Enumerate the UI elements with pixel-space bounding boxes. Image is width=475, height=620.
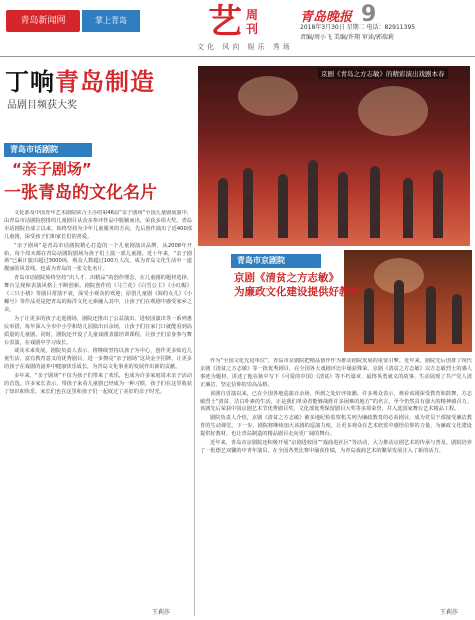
right-article-title: 京剧《清贫之方志敏》 <box>234 272 339 284</box>
photo-caption: 京剧《青岛之方志敏》的精彩演出戏剧本春 <box>318 68 448 79</box>
opera-photo <box>344 250 472 352</box>
right-author: 王莉莎 <box>440 609 459 616</box>
main-headline <box>5 62 155 97</box>
paragraph: 剧院负责人介绍，京剧《清贫之方志敏》被多地纪检监察机关列为廉政教育的必看剧目，成为党员干部接受廉洁教育的生动课堂。下一步，剧院将继续加大该剧的巡演力度，让更多观众在艺术欣赏中感悟信仰的力量，为廉政文化建设提供好教材，也让青岛制造的精品剧目走向更广阔的舞台。 <box>200 415 472 438</box>
newspaper-logo: 青岛晚报 <box>300 10 353 25</box>
performer <box>433 170 443 238</box>
left-article-body <box>4 210 192 606</box>
paragraph: 近年来，青岛市京剧院还积极开展“京剧进校园”“戏曲进社区”等活动，大力推动京剧艺术的传承与普及。剧院培养了一批德艺双馨的中青年演员，在全国各类比赛中屡获佳绩，为青岛戏曲艺术的繁荣发展注入了新的活力。 <box>200 440 472 454</box>
performer <box>308 160 318 238</box>
paragraph: “亲子剧场”是青岛市话剧院精心打造的一个儿童剧演出品牌，从2008年开始，每个周末都在青岛话剧院剧场为孩子们上演一部儿童剧。近十年来，“亲子剧场”已累计演出超过3000场，观众人数超过100万人次，成为青岛文化生活中一道靓丽的风景线，也成为青岛的一张文化名片。 <box>4 242 192 273</box>
right-article-subtitle: 为廉政文化建设提供好教材 <box>234 286 360 298</box>
headline-subline: 品剧目频获大奖 <box>7 100 77 111</box>
left-author: 王莉莎 <box>152 609 171 616</box>
performer <box>403 178 413 238</box>
masthead-title: 艺 <box>208 2 242 42</box>
section-tag-left: 青岛市话剧院 <box>4 143 92 157</box>
stage-light <box>358 86 428 136</box>
performer <box>243 168 253 238</box>
performer <box>426 286 436 344</box>
paragraph: 为了让更多的孩子走进剧场，剧院还推出了公益演出、进校园演出等一系列惠民举措，每年深入全市中小学和幼儿园演出百余场，让孩子们在家门口就能看到高质量的儿童剧。同时，剧院还开设了儿童戏剧表演培训课程，让孩子们亲身参与舞台表演，在戏剧中学习成长。 <box>4 315 192 346</box>
performer <box>364 288 374 344</box>
paragraph: 谈及未来发展，剧院负责人表示，将继续坚持以孩子为中心，创作更多贴近儿童生活、富有教育意义的优秀剧目，进一步擦亮“亲子剧场”这块金字招牌，让更多的孩子在戏剧的滋养中健康快乐成长，为青岛文化事业的发展作出新的贡献。 <box>4 348 192 371</box>
masthead-subtitle: 周刊 <box>246 8 259 36</box>
date-line: 2018年3月30日 星期二 电话：82911395 <box>300 24 416 31</box>
masthead-tagline: 文化 风向 娱乐 秀场 <box>197 43 293 51</box>
left-article-title: “亲子剧场” <box>12 160 92 178</box>
staff-line: 责编/周小飞 美编/许翔 审读/郭瑞莉 <box>300 34 394 41</box>
performer <box>218 178 228 238</box>
section-tag-right: 青岛市京剧院 <box>231 254 321 268</box>
headline-prefix: 丁响 <box>5 68 55 96</box>
performer <box>452 294 462 344</box>
page-number: 9 <box>361 2 377 27</box>
site-logo: 青岛新闻网 <box>6 10 80 32</box>
performer <box>278 174 288 238</box>
paragraph: 作为“全国文化先进单位”，青岛市京剧院把精品创作作为推动剧院发展的重要引擎。近年来，剧院先后创排了现代京剧《清贫之方志敏》等一批优秀剧目，在全国各大戏剧评比中屡获殊荣。京剧《清贫之方志敏》以方志敏烈士的感人事迹为题材，讲述了他在狱中写下《可爱的中国》《清贫》等不朽篇章、最终英勇就义的故事，生动展现了共产党人清正廉洁、坚定信仰的崇高品格。 <box>200 358 472 388</box>
header-divider <box>0 56 475 57</box>
right-article-body <box>200 358 472 606</box>
paragraph: 文化部及中国青年艺术剧院联合主办的第46届“亲子剧场”全国儿童剧展演中，由青岛市话剧院创排的儿童剧目从众多参评作品中脱颖而出，荣获多项大奖。青岛市话剧院自成立以来，始终坚持为少年儿童服务的方向，先后创作演出了近400部儿童剧，深受孩子们和家长们的喜爱。 <box>4 210 192 240</box>
paragraph: 该剧自首演以来，已在全国各地巡演百余场，所到之处好评如潮。许多观众表示，观看该剧深受教育和鼓舞，方志敏烈士“清贫、洁白朴素的生活，正是我们革命者能够战胜许多困难的地方”的名言，至今仍然具有强大的精神感召力。该剧先后荣获中国京剧艺术节优秀剧目奖、文化部优秀保留剧目大奖等多项荣誉，并入选国家舞台艺术精品工程。 <box>200 390 472 413</box>
performer <box>370 166 380 238</box>
stage-photo <box>198 66 470 246</box>
column-divider <box>194 248 195 616</box>
left-article-subtitle: 一张青岛的文化名片 <box>4 183 157 203</box>
performer <box>394 280 404 344</box>
paragraph: 青岛市话剧院始终坚持“出人才、出精品”的创作理念，在儿童剧的题材选择、舞台呈现和表演风格上不断创新。剧院创作的《马兰花》《白雪公主》《小红帽》《三只小猪》等剧目常演不衰，深受小观众的欢迎；原创儿童剧《海的女儿》《小螺号》等作品更是把青岛的海洋文化元素融入其中，让孩子们在观剧中感受家乡之美。 <box>4 275 192 313</box>
app-badge: 掌上青岛 <box>82 10 140 32</box>
headline-highlight: 青岛制造 <box>55 68 155 96</box>
paragraph: 多年来，“亲子剧场”不仅为孩子们带来了欢乐，也成为许多家庭周末亲子活动的首选。许多家长表示，带孩子来看儿童剧已经成为一种习惯，孩子们在这里收获了知识和快乐，家长们也在这里和孩子们一起度过了美好的亲子时光。 <box>4 373 192 395</box>
performer <box>338 172 348 238</box>
stage-light <box>238 76 298 116</box>
